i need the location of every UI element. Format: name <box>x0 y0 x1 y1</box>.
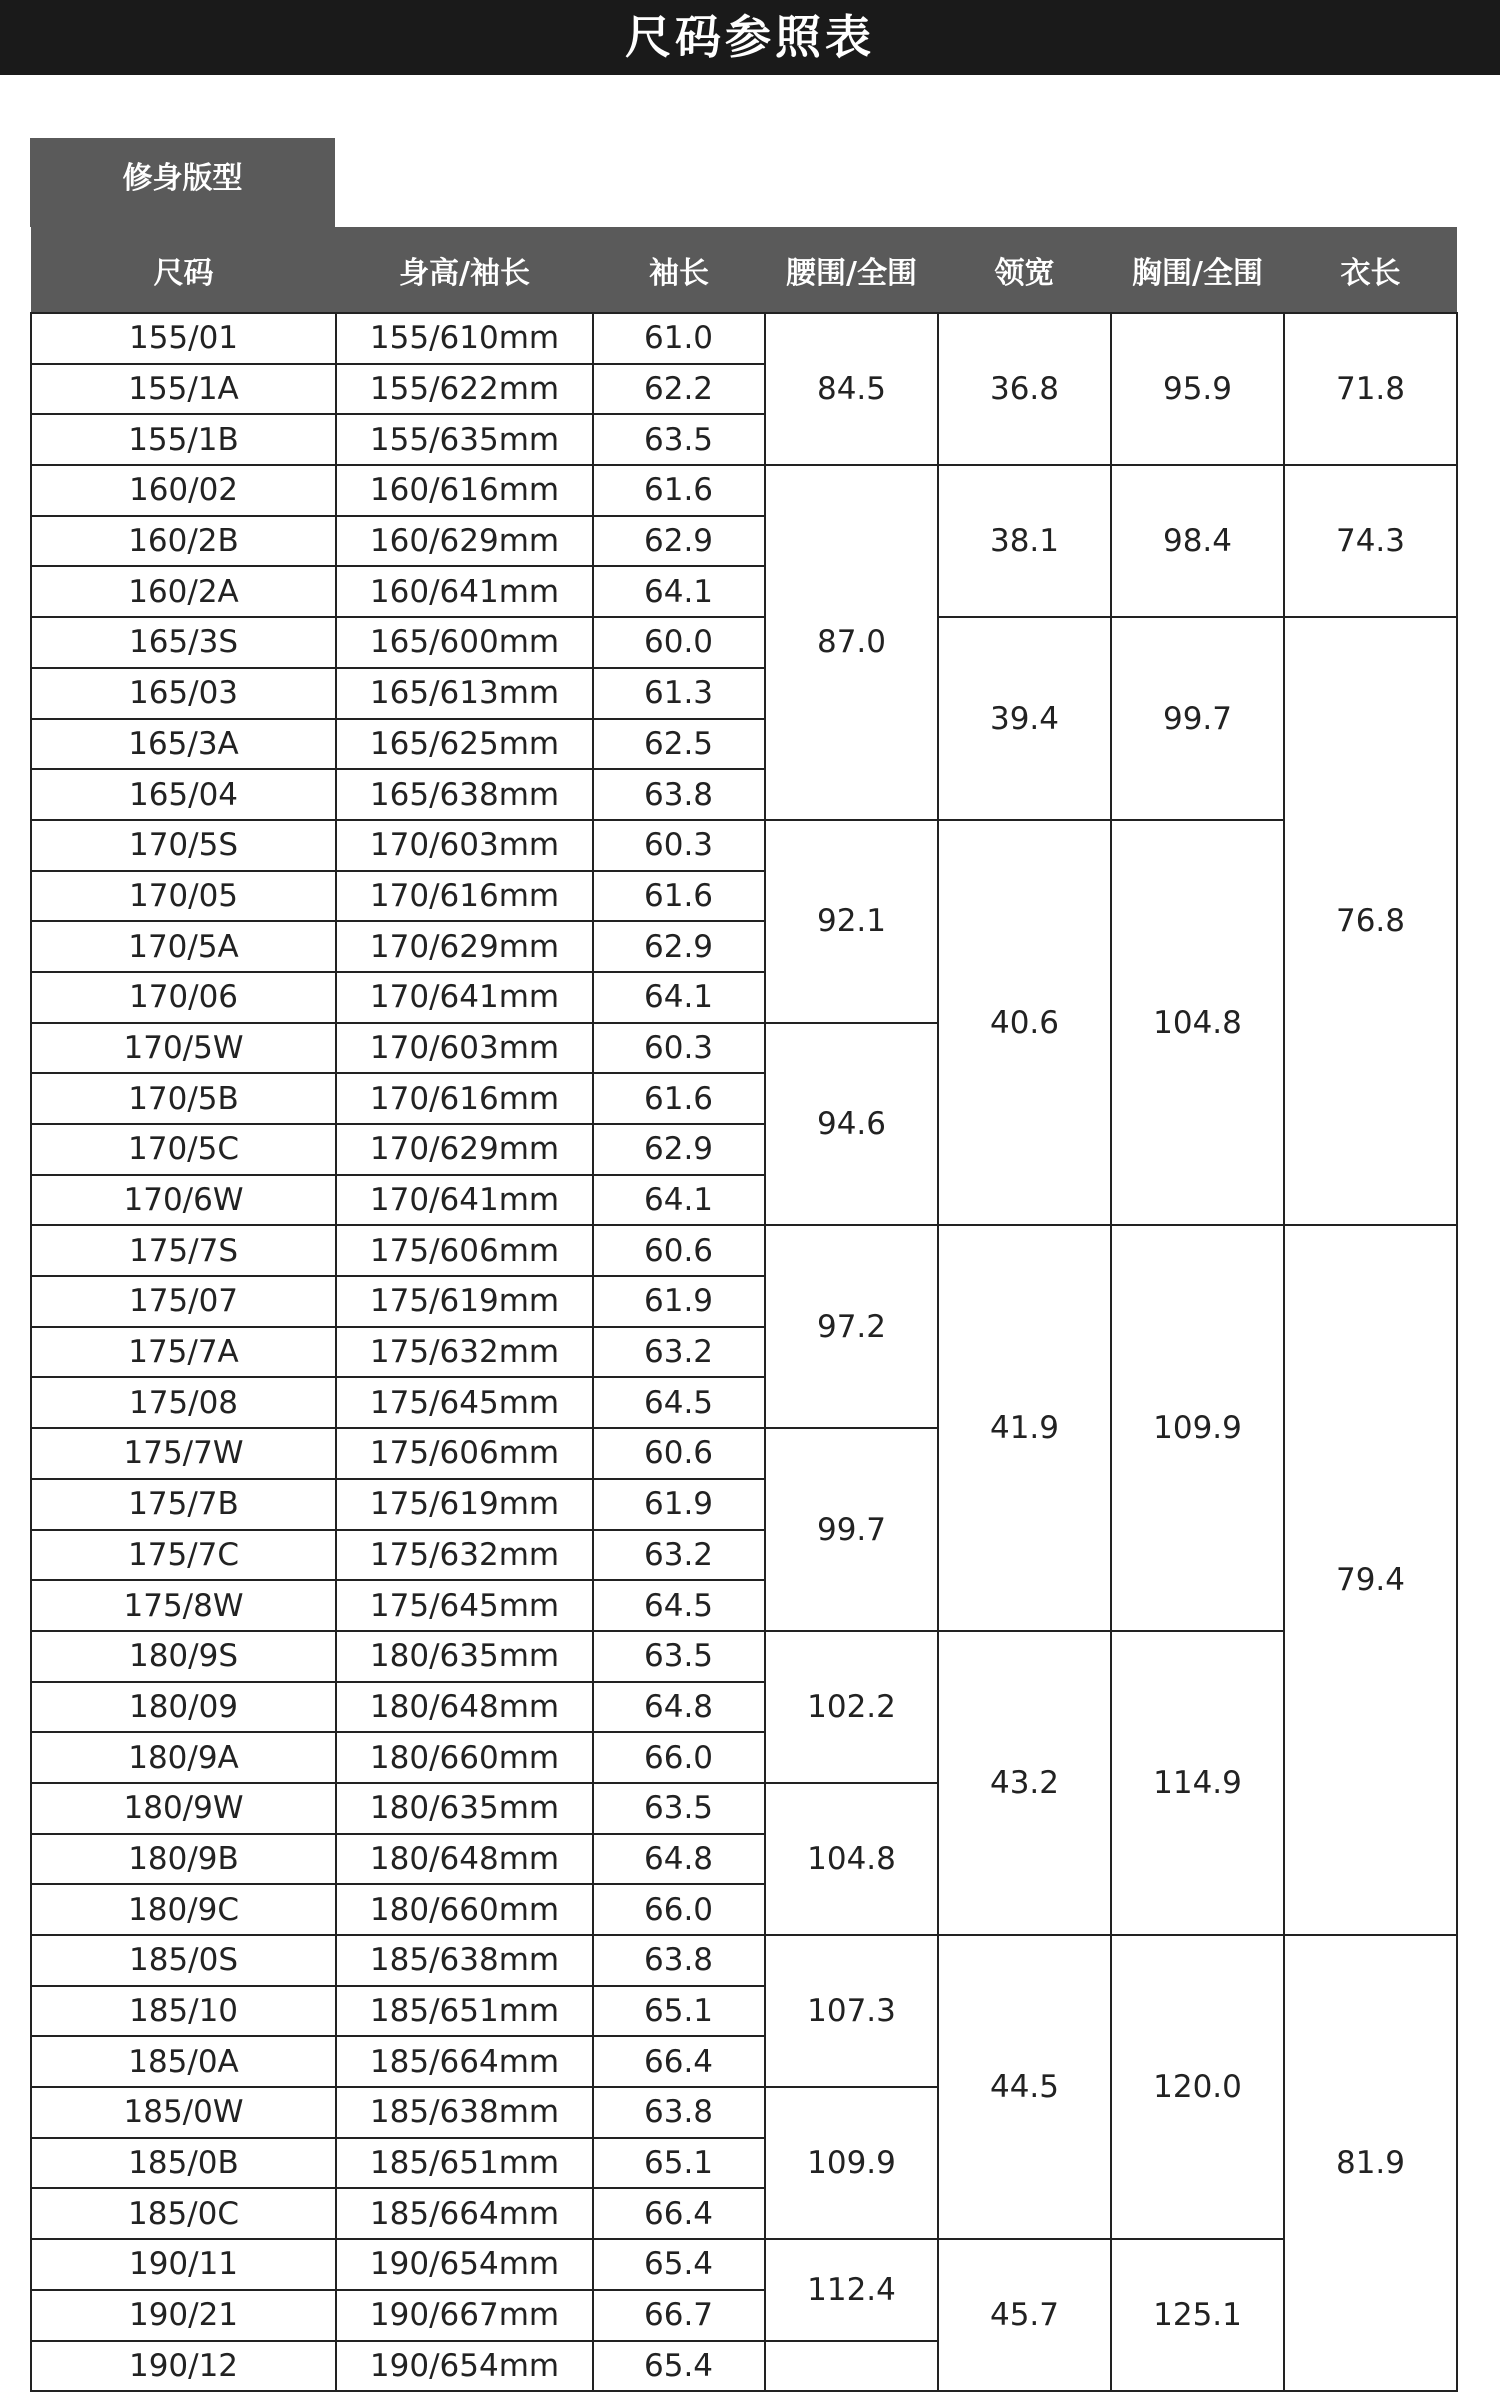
sleeve-length-cell: 66.7 <box>593 2290 765 2341</box>
length-cell: 81.9 <box>1284 1935 1457 2391</box>
chest-cell: 104.8 <box>1111 820 1284 1226</box>
height-sleeve-cell: 175/632mm <box>336 1530 593 1581</box>
sleeve-length-cell: 64.8 <box>593 1682 765 1733</box>
sleeve-length-cell: 61.9 <box>593 1479 765 1530</box>
height-sleeve-cell: 175/619mm <box>336 1276 593 1327</box>
sleeve-length-cell: 62.9 <box>593 516 765 567</box>
height-sleeve-cell: 155/622mm <box>336 364 593 415</box>
size-cell: 190/12 <box>31 2341 336 2392</box>
page-title: 尺码参照表 <box>625 10 875 64</box>
sleeve-length-cell: 61.6 <box>593 871 765 922</box>
waist-cell: 92.1 <box>765 820 938 1023</box>
sleeve-length-cell: 65.4 <box>593 2239 765 2290</box>
sleeve-length-cell: 64.1 <box>593 1175 765 1226</box>
header-sleeve-length: 袖长 <box>593 227 765 313</box>
height-sleeve-cell: 165/600mm <box>336 617 593 668</box>
height-sleeve-cell: 160/629mm <box>336 516 593 567</box>
size-cell: 185/0C <box>31 2188 336 2239</box>
size-chart-table <box>30 227 1458 2392</box>
size-cell: 170/06 <box>31 972 336 1023</box>
height-sleeve-cell: 180/648mm <box>336 1834 593 1885</box>
size-cell: 155/01 <box>31 313 336 364</box>
table-row <box>31 2239 1457 2290</box>
size-cell: 165/3S <box>31 617 336 668</box>
height-sleeve-cell: 175/619mm <box>336 1479 593 1530</box>
sleeve-length-cell: 65.1 <box>593 2138 765 2189</box>
sleeve-length-cell: 63.8 <box>593 2087 765 2138</box>
sleeve-length-cell: 60.6 <box>593 1428 765 1479</box>
size-cell: 155/1A <box>31 364 336 415</box>
size-cell: 180/09 <box>31 1682 336 1733</box>
chest-cell: 95.9 <box>1111 313 1284 465</box>
height-sleeve-cell: 165/613mm <box>336 668 593 719</box>
size-cell: 180/9W <box>31 1783 336 1834</box>
sleeve-length-cell: 60.0 <box>593 617 765 668</box>
size-cell: 160/2A <box>31 566 336 617</box>
size-cell: 165/04 <box>31 769 336 820</box>
size-cell: 175/7W <box>31 1428 336 1479</box>
height-sleeve-cell: 185/638mm <box>336 1935 593 1986</box>
height-sleeve-cell: 190/654mm <box>336 2341 593 2392</box>
table-row <box>31 465 1457 516</box>
size-cell: 185/10 <box>31 1986 336 2037</box>
header-waist: 腰围/全围 <box>765 227 938 313</box>
waist-cell: 99.7 <box>765 1428 938 1631</box>
sleeve-length-cell: 66.4 <box>593 2188 765 2239</box>
height-sleeve-cell: 180/660mm <box>336 1732 593 1783</box>
height-sleeve-cell: 170/616mm <box>336 1073 593 1124</box>
size-cell: 180/9B <box>31 1834 336 1885</box>
height-sleeve-cell: 170/603mm <box>336 1023 593 1074</box>
height-sleeve-cell: 185/651mm <box>336 2138 593 2189</box>
collar-cell: 38.1 <box>938 465 1111 617</box>
height-sleeve-cell: 185/664mm <box>336 2188 593 2239</box>
chest-cell: 109.9 <box>1111 1225 1284 1631</box>
size-cell: 170/5C <box>31 1124 336 1175</box>
sleeve-length-cell: 64.1 <box>593 972 765 1023</box>
waist-cell <box>765 2341 938 2392</box>
height-sleeve-cell: 180/660mm <box>336 1884 593 1935</box>
size-cell: 175/7A <box>31 1327 336 1378</box>
size-cell: 170/5S <box>31 820 336 871</box>
height-sleeve-cell: 155/610mm <box>336 313 593 364</box>
height-sleeve-cell: 155/635mm <box>336 414 593 465</box>
table-row <box>31 820 1457 871</box>
length-cell: 71.8 <box>1284 313 1457 465</box>
height-sleeve-cell: 175/645mm <box>336 1377 593 1428</box>
collar-cell: 41.9 <box>938 1225 1111 1631</box>
sleeve-length-cell: 63.5 <box>593 1783 765 1834</box>
collar-cell: 39.4 <box>938 617 1111 820</box>
height-sleeve-cell: 185/664mm <box>336 2036 593 2087</box>
waist-cell: 94.6 <box>765 1023 938 1226</box>
length-cell: 79.4 <box>1284 1225 1457 1935</box>
sleeve-length-cell: 66.4 <box>593 2036 765 2087</box>
sleeve-length-cell: 62.9 <box>593 921 765 972</box>
collar-cell: 43.2 <box>938 1631 1111 1935</box>
table-row <box>31 313 1457 364</box>
collar-cell: 44.5 <box>938 1935 1111 2239</box>
height-sleeve-cell: 165/638mm <box>336 769 593 820</box>
sleeve-length-cell: 61.0 <box>593 313 765 364</box>
waist-cell: 102.2 <box>765 1631 938 1783</box>
sleeve-length-cell: 65.1 <box>593 1986 765 2037</box>
size-cell: 165/3A <box>31 719 336 770</box>
height-sleeve-cell: 185/638mm <box>336 2087 593 2138</box>
waist-cell: 109.9 <box>765 2087 938 2239</box>
sleeve-length-cell: 63.8 <box>593 1935 765 1986</box>
height-sleeve-cell: 170/641mm <box>336 972 593 1023</box>
collar-cell: 40.6 <box>938 820 1111 1226</box>
sleeve-length-cell: 63.8 <box>593 769 765 820</box>
waist-cell: 112.4 <box>765 2239 938 2340</box>
size-cell: 190/11 <box>31 2239 336 2290</box>
table-row <box>31 1935 1457 1986</box>
header-chest: 胸围/全围 <box>1111 227 1284 313</box>
sleeve-length-cell: 63.5 <box>593 1631 765 1682</box>
waist-cell: 97.2 <box>765 1225 938 1428</box>
chest-cell: 99.7 <box>1111 617 1284 820</box>
chest-cell: 98.4 <box>1111 465 1284 617</box>
height-sleeve-cell: 175/632mm <box>336 1327 593 1378</box>
height-sleeve-cell: 190/667mm <box>336 2290 593 2341</box>
waist-cell: 107.3 <box>765 1935 938 2087</box>
collar-cell: 36.8 <box>938 313 1111 465</box>
length-cell: 76.8 <box>1284 617 1457 1225</box>
sleeve-length-cell: 61.9 <box>593 1276 765 1327</box>
sleeve-length-cell: 60.6 <box>593 1225 765 1276</box>
size-cell: 175/07 <box>31 1276 336 1327</box>
height-sleeve-cell: 180/635mm <box>336 1631 593 1682</box>
size-cell: 170/5W <box>31 1023 336 1074</box>
waist-cell: 87.0 <box>765 465 938 820</box>
height-sleeve-cell: 160/616mm <box>336 465 593 516</box>
sleeve-length-cell: 63.2 <box>593 1530 765 1581</box>
height-sleeve-cell: 170/616mm <box>336 871 593 922</box>
chest-cell: 120.0 <box>1111 1935 1284 2239</box>
height-sleeve-cell: 160/641mm <box>336 566 593 617</box>
size-cell: 180/9S <box>31 1631 336 1682</box>
table-row <box>31 1225 1457 1276</box>
size-cell: 185/0W <box>31 2087 336 2138</box>
height-sleeve-cell: 180/648mm <box>336 1682 593 1733</box>
size-cell: 155/1B <box>31 414 336 465</box>
size-cell: 170/5A <box>31 921 336 972</box>
size-cell: 160/02 <box>31 465 336 516</box>
height-sleeve-cell: 170/641mm <box>336 1175 593 1226</box>
size-cell: 165/03 <box>31 668 336 719</box>
size-cell: 185/0A <box>31 2036 336 2087</box>
waist-cell: 104.8 <box>765 1783 938 1935</box>
sleeve-length-cell: 66.0 <box>593 1884 765 1935</box>
header-height-sleeve: 身高/袖长 <box>336 227 593 313</box>
height-sleeve-cell: 165/625mm <box>336 719 593 770</box>
length-cell: 74.3 <box>1284 465 1457 617</box>
height-sleeve-cell: 175/606mm <box>336 1225 593 1276</box>
height-sleeve-cell: 185/651mm <box>336 1986 593 2037</box>
size-cell: 160/2B <box>31 516 336 567</box>
size-cell: 175/7B <box>31 1479 336 1530</box>
tab-slim-fit[interactable]: 修身版型 <box>30 138 335 227</box>
table-header-row <box>31 227 1457 313</box>
sleeve-length-cell: 64.5 <box>593 1377 765 1428</box>
header-size: 尺码 <box>31 227 336 313</box>
collar-cell: 45.7 <box>938 2239 1111 2391</box>
sleeve-length-cell: 61.6 <box>593 465 765 516</box>
sleeve-length-cell: 62.2 <box>593 364 765 415</box>
table-row <box>31 1631 1457 1682</box>
top-banner <box>0 0 1500 75</box>
size-cell: 175/8W <box>31 1580 336 1631</box>
chest-cell: 114.9 <box>1111 1631 1284 1935</box>
height-sleeve-cell: 170/629mm <box>336 1124 593 1175</box>
size-cell: 175/08 <box>31 1377 336 1428</box>
height-sleeve-cell: 175/645mm <box>336 1580 593 1631</box>
header-collar: 领宽 <box>938 227 1111 313</box>
size-cell: 185/0S <box>31 1935 336 1986</box>
sleeve-length-cell: 60.3 <box>593 1023 765 1074</box>
height-sleeve-cell: 170/629mm <box>336 921 593 972</box>
sleeve-length-cell: 61.3 <box>593 668 765 719</box>
sleeve-length-cell: 62.5 <box>593 719 765 770</box>
size-cell: 185/0B <box>31 2138 336 2189</box>
sleeve-length-cell: 65.4 <box>593 2341 765 2392</box>
height-sleeve-cell: 190/654mm <box>336 2239 593 2290</box>
chest-cell: 125.1 <box>1111 2239 1284 2391</box>
sleeve-length-cell: 60.3 <box>593 820 765 871</box>
size-cell: 170/05 <box>31 871 336 922</box>
sleeve-length-cell: 64.1 <box>593 566 765 617</box>
size-cell: 175/7C <box>31 1530 336 1581</box>
height-sleeve-cell: 175/606mm <box>336 1428 593 1479</box>
height-sleeve-cell: 180/635mm <box>336 1783 593 1834</box>
size-cell: 170/6W <box>31 1175 336 1226</box>
waist-cell: 84.5 <box>765 313 938 465</box>
sleeve-length-cell: 61.6 <box>593 1073 765 1124</box>
size-cell: 175/7S <box>31 1225 336 1276</box>
sleeve-length-cell: 64.5 <box>593 1580 765 1631</box>
size-cell: 180/9A <box>31 1732 336 1783</box>
size-cell: 190/21 <box>31 2290 336 2341</box>
sleeve-length-cell: 64.8 <box>593 1834 765 1885</box>
size-cell: 170/5B <box>31 1073 336 1124</box>
sleeve-length-cell: 62.9 <box>593 1124 765 1175</box>
size-cell: 180/9C <box>31 1884 336 1935</box>
table-row <box>31 617 1457 668</box>
sleeve-length-cell: 66.0 <box>593 1732 765 1783</box>
sleeve-length-cell: 63.2 <box>593 1327 765 1378</box>
sleeve-length-cell: 63.5 <box>593 414 765 465</box>
height-sleeve-cell: 170/603mm <box>336 820 593 871</box>
header-length: 衣长 <box>1284 227 1457 313</box>
